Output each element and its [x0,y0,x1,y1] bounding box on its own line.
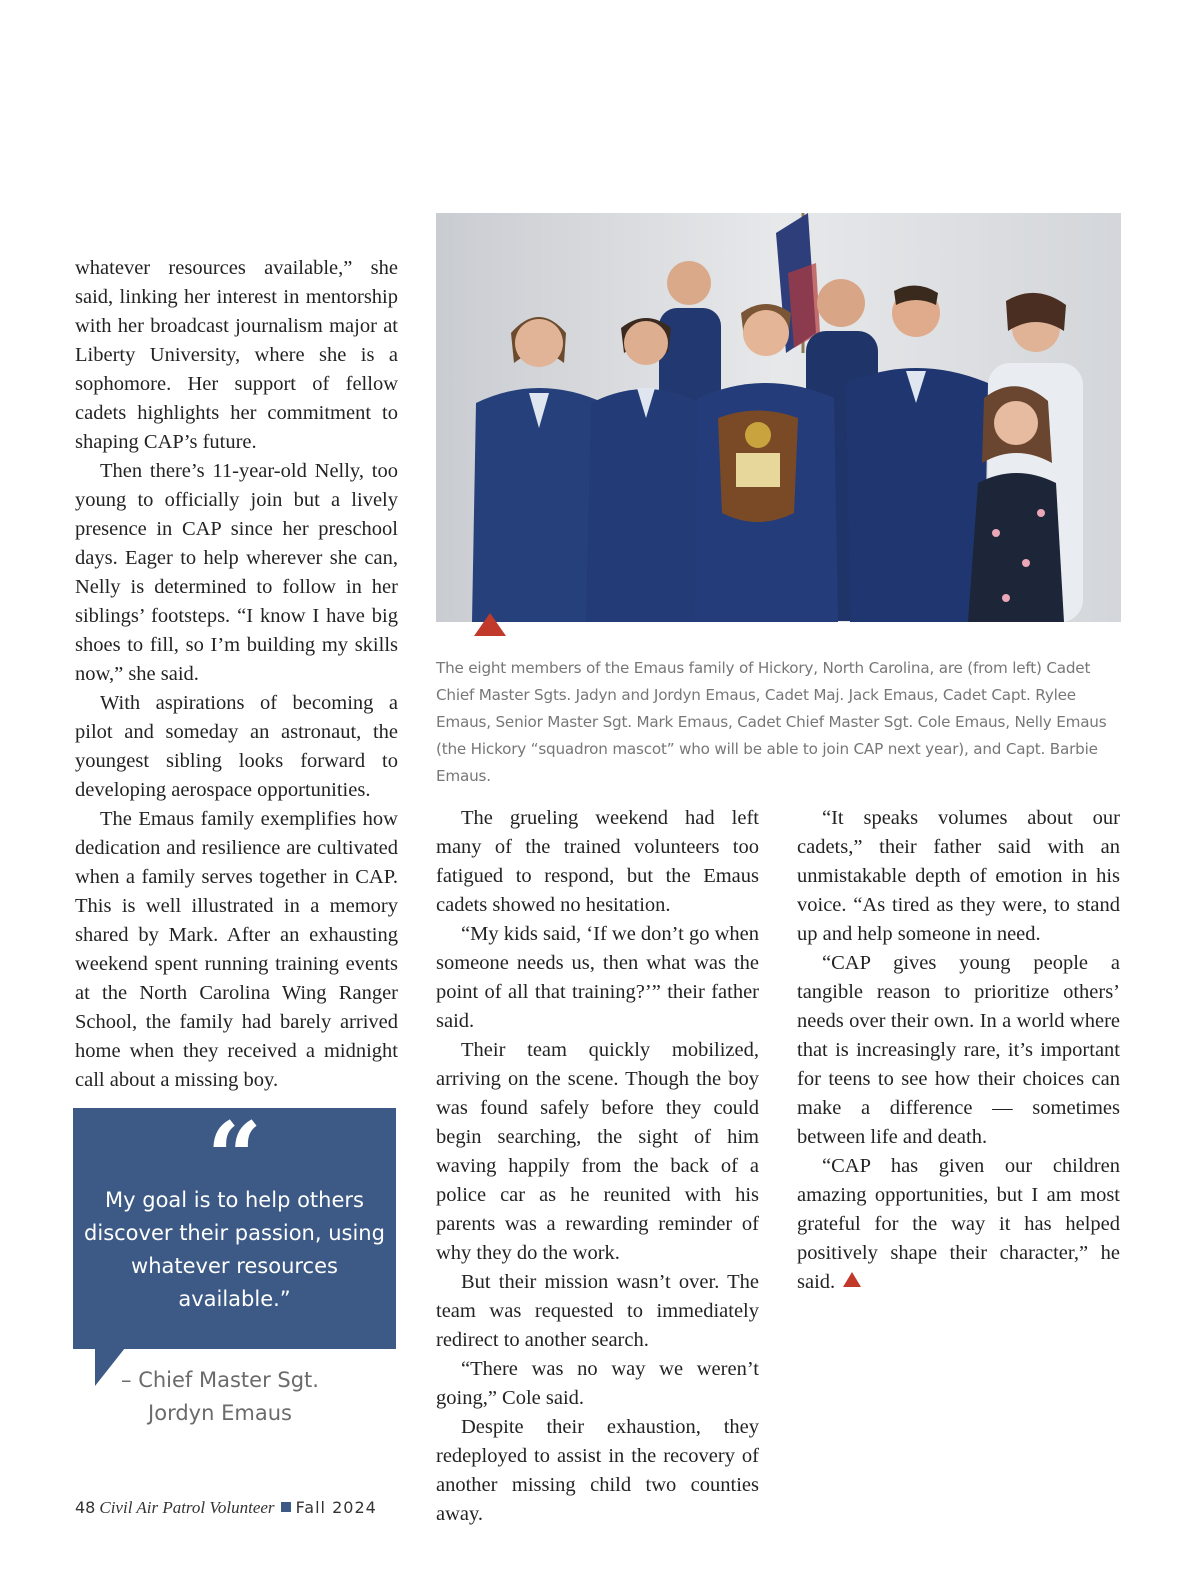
magazine-title: Civil Air Patrol Volunteer [99,1498,275,1517]
paragraph: Despite their exhaustion, they redeployed to assist in the recovery of another missing child two counties away. [436,1416,759,1525]
paragraph: The grueling weekend had left many of the trained volunteers too fatigued to respond, but the Emaus cadets showed no hesitation. [436,807,759,916]
paragraph-text: “CAP has given our children amazing opportunities, but I am most grateful for the way it has helped positively shape their character,” he said. [797,1155,1120,1293]
paragraph: “There was no way we weren’t going,” Cole said. [436,1358,759,1409]
article-column-left [75,254,398,1095]
paragraph: The Emaus family exemplifies how dedication and resilience are cultivated when a family serves together in CAP. This is well illustrated in a memory shared by Mark. After an exhausting weekend spent running training events at the North Carolina Wing Ranger School, the family had barely arrived home when they received a midnight call about a missing boy. [75,808,398,1091]
paragraph: “My kids said, ‘If we don’t go when someone needs us, then what was the point of all that training?’” their father said. [436,923,759,1032]
issue-label: Fall 2024 [295,1498,377,1517]
paragraph: With aspirations of becoming a pilot and someday an astronaut, the youngest sibling looks forward to developing aerospace opportunities. [75,692,398,801]
paragraph: “It speaks volumes about our cadets,” their father said with an unmistakable depth of emotion in his voice. “As tired as they were, to stand up and help someone in need. [797,807,1120,945]
page-number: 48 [75,1498,96,1517]
pull-quote-attribution: – Chief Master Sgt. Jordyn Emaus [121,1368,319,1425]
article-column-middle [436,804,759,1529]
paragraph: Then there’s 11-year-old Nelly, too young to officially join but a lively presence in CAP since her preschool days. Eager to help wherever she can, Nelly is determined to follow in her siblings’ footsteps. “I know I have big shoes to fill, so I’m building my skills now,” she said. [75,460,398,685]
page-footer [75,1496,377,1521]
pull-quote [73,1101,396,1349]
photo-marker-icon [474,613,506,636]
end-of-article-icon [843,1272,861,1287]
paragraph: Their team quickly mobilized, arriving on the scene. Though the boy was found safely before they could begin searching, the sight of him waving happily from the back of a police car as he reunited with his parents was a rewarding reminder of why they do the work. [436,1039,759,1264]
square-separator-icon [281,1502,291,1512]
paragraph: But their mission wasn’t over. The team was requested to immediately redirect to another search. [436,1271,759,1351]
family-photo [436,213,1121,622]
paragraph: “CAP gives young people a tangible reason to prioritize others’ needs over their own. In a world where that is increasingly rare, it’s important for teens to see how their choices can make a difference — sometimes between life and death. [797,952,1120,1148]
pull-quote-text: My goal is to help others discover their passion, using whatever resources available.” [84,1188,385,1311]
photo-caption: The eight members of the Emaus family of Hickory, North Carolina, are (from left) Cadet Chief Master Sgts. Jadyn and Jordyn Emaus, Cadet Maj. Jack Emaus, Cadet Capt. Rylee Emaus, Senior Master Sgt. Mark Emaus, Cadet Chief Master Sgt. Cole Emaus, Nelly Emaus (the Hickory “squadron mascot” who will be able to join CAP next year), and Capt. Barbie Emaus. [436,659,1107,785]
paragraph [797,1152,1120,1297]
quote-mark-icon: “ [206,1101,263,1214]
paragraph: whatever resources available,” she said, linking her interest in mentorship with her broadcast journalism major at Liberty University, where she is a sophomore. Her support of fellow cadets highlights her commitment to shaping CAP’s future. [75,257,398,453]
article-column-right [797,804,1120,1297]
